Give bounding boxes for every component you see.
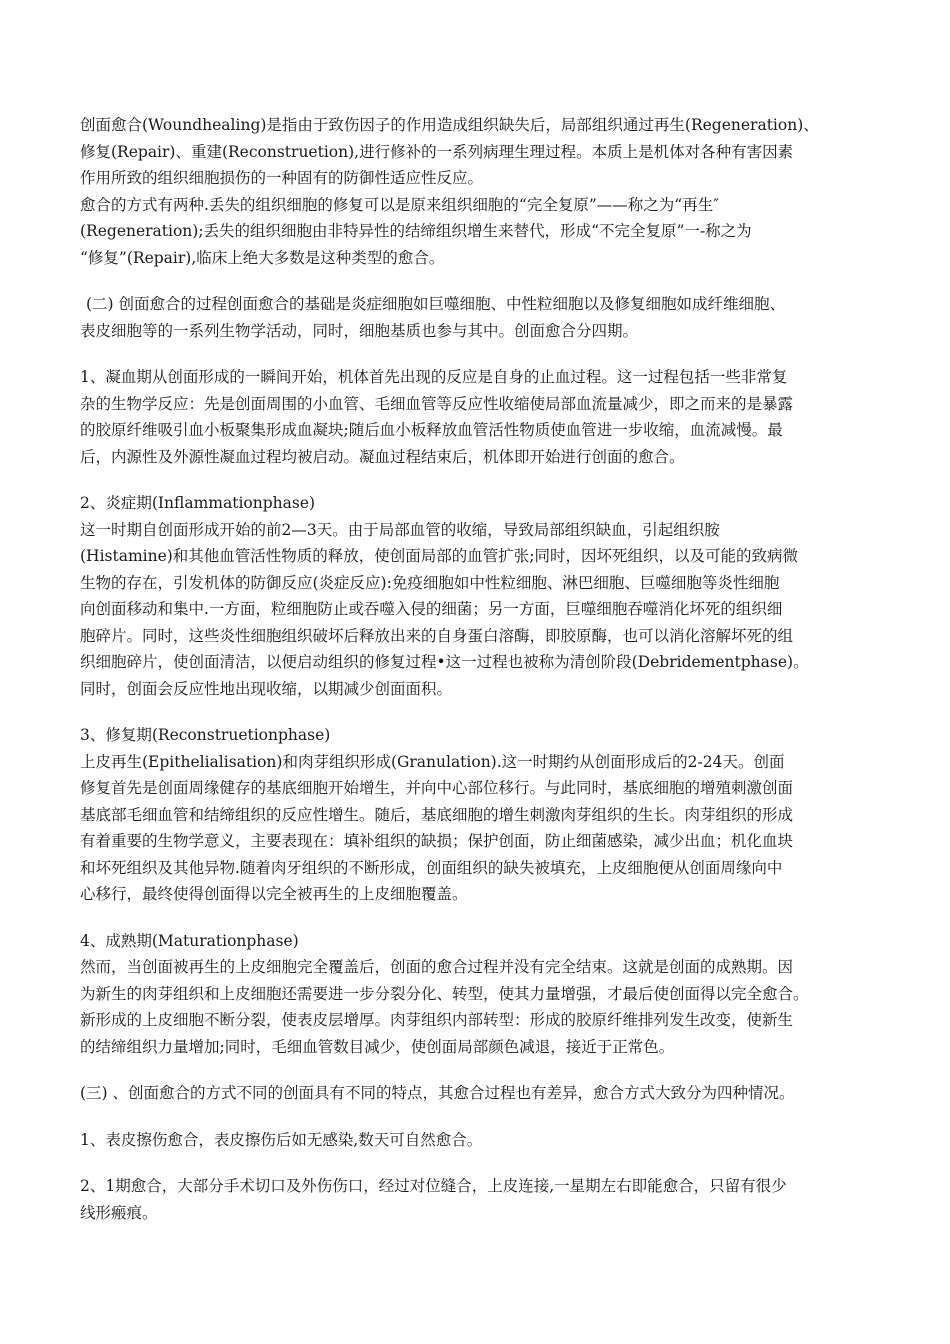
text-line: 生物的存在，引发机体的防御反应(炎症反应):免疫细胞如中性粒细胞、淋巴细胞、巨噬细胞等炎性细胞 (80, 573, 780, 592)
paragraph-process (80, 291, 875, 344)
text-line: 胞碎片。同时，这些炎性细胞组织破坏后释放出来的自身蛋白溶酶，即胶原酶，也可以消化溶解坏死的组 (80, 626, 794, 645)
section-heading: 3、修复期(Reconstruetionphase) (80, 726, 331, 744)
paragraph-intro (80, 112, 875, 271)
text-line: 心移行，最终使得创面得以完全被再生的上皮细胞覆盖。 (80, 885, 468, 903)
text-line: 的结缔组织力量增加;同时，毛细血管数目减少，使创面局部颜色减退，接近于正常色。 (80, 1037, 675, 1056)
text-line: 后，内源性及外源性凝血过程均被启动。凝血过程结束后，机体即开始进行创面的愈合。 (80, 447, 685, 466)
text-line: 杂的生物学反应：先是创面周围的小血管、毛细血管等反应性收缩使局部血流量减少，即之而来的是暴露 (80, 394, 794, 413)
text-line: 愈合的方式有两种.丢失的组织细胞的修复可以是原来组织细胞的“完全复原”——称之为“再生″ (80, 195, 719, 214)
text-line: 基底部毛细血管和结缔组织的反应性增生。随后，基底细胞的增生刺激肉芽组织的生长。肉芽组织的形成 (80, 805, 794, 824)
text-line: 和坏死组织及其他异物.随着肉牙组织的不断形成，创面组织的缺失被填充，上皮细胞便从创面周缘向中 (80, 858, 783, 877)
paragraph-phase-inflammation (80, 490, 875, 702)
text-line: 修复首先是创面周缘健存的基底细胞开始增生，并向中心部位移行。与此同时，基底细胞的增殖刺激创面 (80, 779, 794, 797)
text-line: 同时，创面会反应性地出现收缩，以期减少创面面积。 (80, 679, 453, 698)
text-line: 作用所致的组织细胞损伤的一种固有的防御性适应性反应。 (80, 169, 484, 187)
text-line: 有着重要的生物学意义，主要表现在：填补组织的缺损；保护创面，防止细菌感染，减少出血；机化血块 (80, 832, 794, 850)
text-line: 这一时期自创面形成开始的前2—3天。由于局部血管的收缩，导致局部组织缺血，引起组织胺 (80, 520, 720, 539)
spacer (80, 702, 875, 722)
paragraph-method-primary (80, 1173, 875, 1226)
text-line: 修复(Repair)、重建(Reconstruetion),进行修补的一系列病理生理过程。本质上是机体对各种有害因素 (80, 142, 794, 161)
spacer (80, 1107, 875, 1127)
text-line: 然而，当创面被再生的上皮细胞完全覆盖后，创面的愈合过程并没有完全结束。这就是创面的成熟期。因 (80, 958, 794, 976)
text-line: 1、凝血期从创面形成的一瞬间开始，机体首先出现的反应是自身的止血过程。这一过程包括一些非常复 (80, 368, 788, 386)
document-page (80, 112, 875, 1226)
spacer (80, 1153, 875, 1173)
spacer (80, 1060, 875, 1080)
text-line: 2、1期愈合，大部分手术切口及外伤伤口，经过对位缝合，上皮连接,一星期左右即能愈合，只留有很少 (80, 1177, 787, 1195)
text-line: 向创面移动和集中.一方面，粒细胞防止或吞噬入侵的细菌；另一方面，巨噬细胞吞噬消化坏死的组织细 (80, 600, 783, 618)
text-line: 表皮细胞等的一系列生物学活动，同时，细胞基质也参与其中。创面愈合分四期。 (80, 321, 639, 340)
section-heading: 4、成熟期(Maturationphase) (80, 931, 299, 950)
paragraph-phase-reconstruction (80, 722, 875, 908)
text-line: (Regeneration);丢失的组织细胞由非特异性的结缔组织增生来替代，形成“不完全复原”一-称之为 (80, 222, 752, 240)
text-line: 织细胞碎片，使创面清洁，以便启动组织的修复过程•这一过程也被称为清创阶段(Debridementphase)。 (80, 653, 809, 671)
spacer (80, 344, 875, 364)
text-line: 为新生的肉芽组织和上皮细胞还需要进一步分裂分化、转型，使其力量增强，才最后使创面得以完全愈合。 (80, 984, 809, 1003)
paragraph-phase-maturation (80, 928, 875, 1061)
text-line: 上皮再生(Epithelialisation)和肉芽组织形成(Granulation).这一时期约从创面形成后的2-24天。创面 (80, 752, 785, 771)
text-line: “修复”(Repair),临床上绝大多数是这种类型的愈合。 (80, 248, 445, 267)
text-line: 线形瘢痕。 (80, 1203, 158, 1222)
text-line: (三) 、创面愈合的方式不同的创面具有不同的特点，其愈合过程也有差异，愈合方式大致分为四种情况。 (80, 1084, 795, 1102)
spacer (80, 470, 875, 490)
paragraph-healing-methods (80, 1080, 875, 1107)
paragraph-phase-coagulation (80, 364, 875, 470)
spacer (80, 271, 875, 291)
paragraph-method-abrasion (80, 1127, 875, 1154)
text-line: 新形成的上皮细胞不断分裂，使表皮层增厚。肉芽组织内部转型：形成的胶原纤维排列发生改变，使新生 (80, 1011, 794, 1029)
spacer (80, 908, 875, 928)
text-line: (Histamine)和其他血管活性物质的释放，使创面局部的血管扩张;同时，因坏死组织，以及可能的致病微 (80, 547, 799, 565)
text-line: 创面愈合(Woundhealing)是指由于致伤因子的作用造成组织缺失后，局部组织通过再生(Regeneration)、 (80, 116, 819, 134)
text-line: 的胶原纤维吸引血小板聚集形成血凝块;随后血小板释放血管活性物质使血管进一步收缩，血流减慢。最 (80, 421, 783, 439)
text-line: 1、表皮擦伤愈合，表皮擦伤后如无感染,数天可自然愈合。 (80, 1130, 483, 1149)
text-line: (二) 创面愈合的过程创面愈合的基础是炎症细胞如巨噬细胞、中性粒细胞以及修复细胞如成纤维细胞、 (86, 295, 786, 313)
section-heading: 2、炎症期(Inflammationphase) (80, 494, 316, 512)
